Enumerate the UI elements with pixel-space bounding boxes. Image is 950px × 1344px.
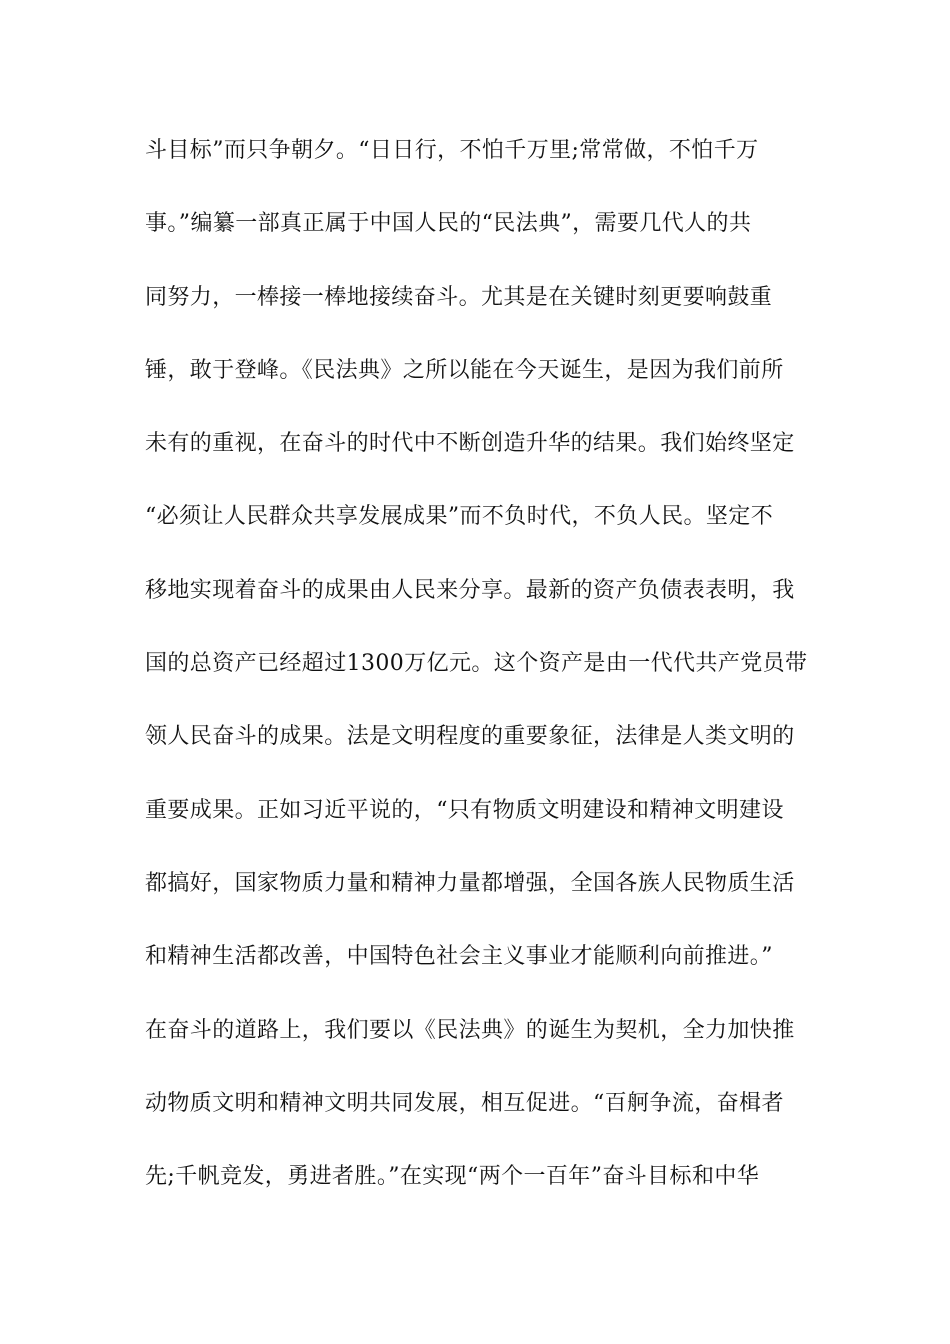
text-line: 动物质文明和精神文明共同发展，相互促进。“百舸争流，奋楫者 [145, 1090, 784, 1116]
text-line: 锤，敢于登峰。《民法典》之所以能在今天诞生，是因为我们前所 [145, 357, 784, 383]
text-line: 重要成果。正如习近平说的，“只有物质文明建设和精神文明建设 [145, 797, 784, 823]
text-line: 未有的重视，在奋斗的时代中不断创造升华的结果。我们始终坚定 [145, 431, 795, 457]
text-line: 移地实现着奋斗的成果由人民来分享。最新的资产负债表表明，我 [145, 577, 795, 603]
text-line: 在奋斗的道路上，我们要以《民法典》的诞生为契机，全力加快推 [145, 1017, 795, 1043]
text-line: “必须让人民群众共享发展成果”而不负时代，不负人民。坚定不 [145, 504, 774, 530]
text-line: 事。”编纂一部真正属于中国人民的“民法典”，需要几代人的共 [145, 211, 752, 237]
text-line: 先;千帆竞发，勇进者胜。”在实现“两个一百年”奋斗目标和中华 [145, 1164, 760, 1190]
text-line: 和精神生活都改善，中国特色社会主义事业才能顺利向前推进。” [145, 944, 773, 970]
body-text [145, 128, 815, 1227]
text-line: 斗目标”而只争朝夕。“日日行，不怕千万里;常常做，不怕千万 [145, 138, 759, 163]
text-line: 国的总资产已经超过1300万亿元。这个资产是由一代代共产党员带 [145, 651, 808, 677]
text-line: 都搞好，国家物质力量和精神力量都增强，全国各族人民物质生活 [145, 870, 795, 896]
text-line: 同努力，一棒接一棒地接续奋斗。尤其是在关键时刻更要响鼓重 [145, 284, 773, 310]
text-line: 领人民奋斗的成果。法是文明程度的重要象征，法律是人类文明的 [145, 724, 795, 750]
